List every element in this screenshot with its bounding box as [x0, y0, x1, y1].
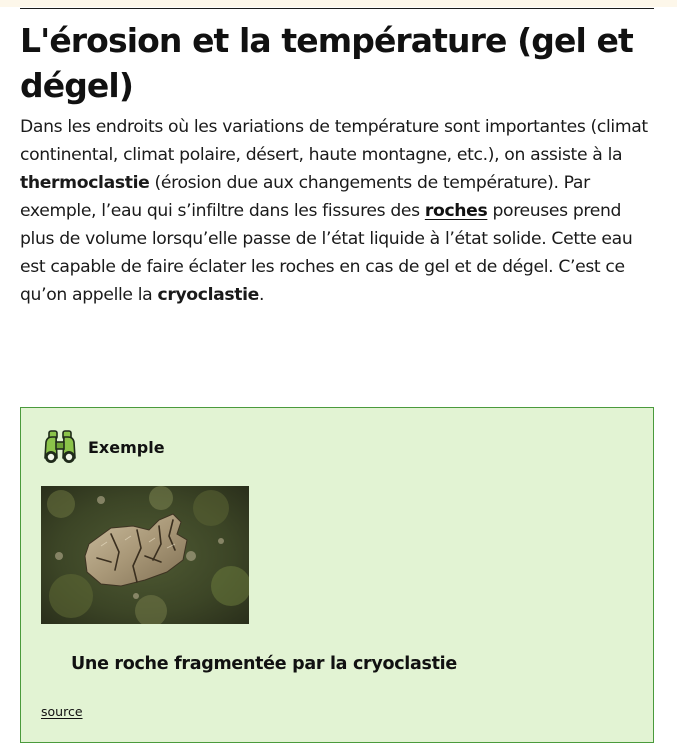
source-link[interactable]: source	[41, 704, 83, 719]
roches-link[interactable]: roches	[424, 201, 488, 221]
term-cryoclastie: cryoclastie	[157, 285, 259, 305]
paragraph-text-middle: (érosion due aux changements de température). Par exemple, l’eau qui s’infiltre dans les fissures des	[20, 173, 590, 221]
example-label: Exemple	[88, 438, 165, 457]
paragraph-text-rest: poreuses prend plus de volume lorsqu’elle passe de l’état liquide à l’état solide. Cette eau est capable de faire éclater les roches en cas de gel et de dégel. C’est ce qu’on appelle la	[20, 201, 633, 305]
page-title: L'érosion et la température (gel et dégel)	[20, 21, 633, 105]
term-thermoclastie: thermoclastie	[20, 173, 150, 193]
paragraph-text-end: .	[258, 285, 265, 305]
binoculars-icon	[42, 430, 78, 464]
top-banner-strip	[0, 0, 677, 7]
article-paragraph	[20, 113, 660, 309]
example-box	[20, 407, 654, 743]
rock-photo	[41, 486, 249, 624]
paragraph-text-intro: Dans les endroits où les variations de température sont importantes (climat continental, climat polaire, désert, haute montagne, etc.), on assiste à la	[20, 117, 648, 165]
photo-caption: Une roche fragmentée par la cryoclastie	[71, 654, 457, 674]
section-divider	[20, 8, 654, 9]
